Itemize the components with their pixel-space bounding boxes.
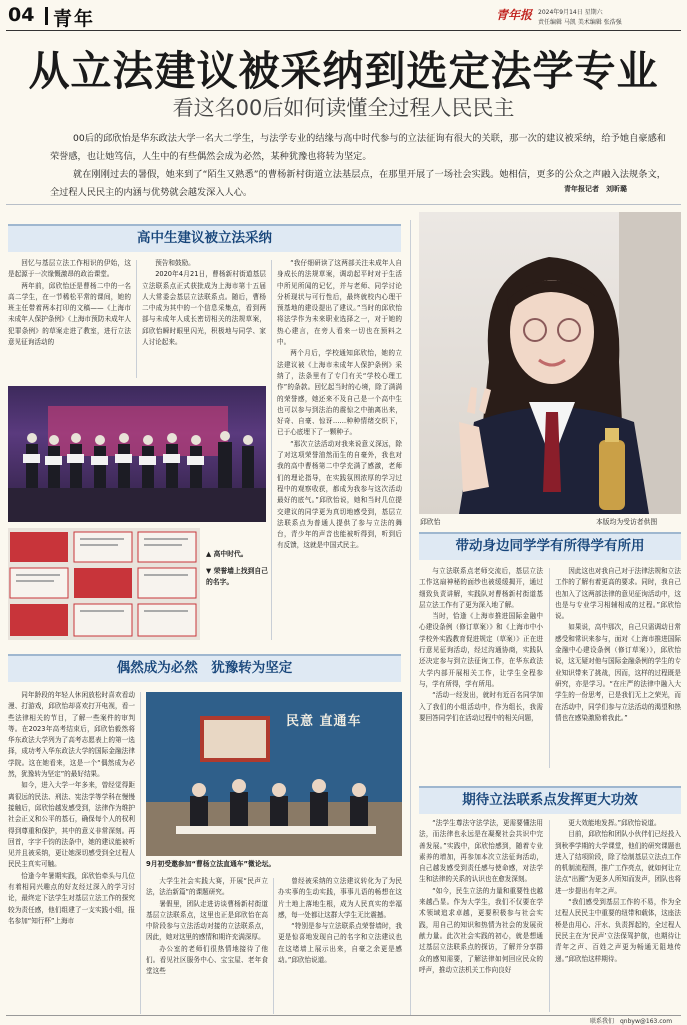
paragraph: “我仔细研读了这两部关注未成年人自身成长的法规草案，调动起平时对于生活中所见所闻的记忆，并与老师、同学讨论分析现状与可行性后，最终就校内心理干预基地的建设提出了建议。”当时的邱欣怡将法学作为未来职业选择之一，对于她的热心建言，在旁人看来一切也在预料之中。 <box>277 259 402 347</box>
forum-illustration <box>146 692 402 856</box>
column-divider <box>549 820 550 1012</box>
paragraph: “法学生尊法守法学法，更需要懂法用法，而法律也永远是在凝聚社会共识中完善发展。”实践中，邱欣怡感到，随着专业素养的增加，再参加本次立法征询活动，自己越发感受到责任感与使命感，对法学生和法律的关系的认识也在愈发深刻。 <box>419 819 543 884</box>
paragraph: 当时，恰逢《上海市推进国际金融中心建设条例（修订草案）》和《上海市中小学校外实践教育促进规定（草案）》正在进行意见征询活动，经过沟通协商，实践队还决定参与到立法征询工作，在华东政法大学内部开展相关工作，让学生全程参与，学有所得，学有所用。 <box>419 612 543 688</box>
column-divider <box>140 692 141 1014</box>
lead-paragraph-2: 就在刚刚过去的暑假，她来到了“陌生又熟悉”的曹杨新村街道立法基层点，在那里开展了一场社会实践。她相信，更多的公众之声融入法规条文，全过程人民民主的内涵与优势就会越发深入人心。 <box>50 169 666 198</box>
paragraph: 办公室的老师们很热情地接待了他们。看见社区服务中心、宝宝屋、老年食堂这些 <box>146 944 268 976</box>
portrait-photo <box>419 212 681 514</box>
paragraph: 如果说，高中那次，自己只需调动日常感受和常识来参与，面对《上海市推进国际金融中心建设条例（修订草案）》，邱欣怡说，这无疑对他与国际金融条例的学生的专业知识带来了挑战，因而，这样的过程既是研究，亦是学习。“在庄严的法律中融入大学生的一份思考，已是我们无上之荣光，而在活动中，同学们参与立法活动的渴望和热情也在感染激励着我此。” <box>555 623 681 722</box>
photo-caption-high-school: ▲ 高中时代。 <box>206 550 248 558</box>
paragraph: 大学生社会实践大赛，开展“民声立法，法治新篇”的课题研究。 <box>146 877 268 897</box>
article-column <box>555 818 681 1014</box>
lead-rule <box>6 204 681 205</box>
section-heading-classmates <box>419 532 681 560</box>
article-column <box>142 258 266 378</box>
paragraph: 目前，邱欣怡和团队小伙伴们已经投入到秋季学期的大学课堂，他们的研究课题也进入了结项阶段，除了绘制基层立法点工作的机制流程图，推广工作亮点，就如何让立法点“出圈”为更多人所知而发声，团队也将进一步提出有年之声。 <box>555 830 681 895</box>
section-heading-text: 期待立法联系点发挥更大功效 <box>462 792 638 808</box>
lead-paragraph-1: 00后的邱欣怡是华东政法大学一名大二学生，与法学专业的结缘与高中时代参与的立法征询有很大的关联，那一次的建议被采纳，给予她自豪感和荣誉感，也让她笃信，人生中的有些偶然会成为必然，某种犹豫也将转为坚定。 <box>50 133 666 162</box>
column-divider <box>136 260 137 378</box>
honor-wall-photo <box>8 528 200 640</box>
section-heading-text: 带动身边同学学有所得学有所用 <box>455 538 645 554</box>
paragraph: 两个月后，学校通知邱欣怡，她的立法建议被《上海市未成年人保护条例》采纳了，法条里有了专门有关“学校心理工作”的条款。回忆起当时的心境，除了满满的荣誉感，她还来不及自己是一个高中生也可以参与到法治的震惊之中抽离出来，好奇、自豪、惊讶……种种情绪交织下，已于心底埋下了一颗种子。 <box>277 349 402 437</box>
paragraph: 与立法联系点老师交流后，基层立法工作这扇神秘的面纱也被缓缓揭开，通过细致负责讲解，实践队对曹杨新村街道基层立法工作有了更为深入地了解。 <box>419 567 543 609</box>
paragraph: “特别是参与立法联系点荣誉墙时，我更是惊喜地发现自己的名字和立法建议也在这堵墙上展示出来，自豪之余更是感动。”邱欣怡说道。 <box>278 922 402 965</box>
photo-caption-forum: 9月初受邀参加“曹杨立法直通车”微论坛。 <box>146 860 276 868</box>
article-column <box>419 818 543 1014</box>
section-heading-future-role <box>419 786 681 814</box>
paragraph: “我们感受到基层工作的不易，作为全过程人民民主中重要的纽带和载体，这座法桥是由用心、汗水、负责挥起的，全过程人民民主在为‘民声’立法保驾护航，也期待让青年之声、百姓之声更为畅通无阻地传递。”邱欣怡这样期待。 <box>555 898 681 963</box>
page-number: 04 <box>8 4 35 26</box>
forum-photo <box>146 692 402 856</box>
section-heading-legislation-adopted <box>8 224 401 252</box>
paragraph: 2020年4月21日，曹杨新村街道基层立法联系点正式获批成为上海市第十五届人大常委会基层立法联系点。随后，曹杨二中成为其中的一个信息采集点，看到两部与未成年人成长密切相关的法规草案，邱欣怡瞬时眼里闪光，积极地与同学、家人讨论起来。 <box>142 270 266 347</box>
masthead <box>0 0 687 34</box>
headline: 从立法建议被采纳到选定法学专业 <box>28 47 659 95</box>
subheadline: 看这名00后如何读懂全过程人民民主 <box>172 96 515 120</box>
editors-line: 责任编辑 马凯 美术编辑 张浩强 <box>538 19 622 26</box>
article-column <box>555 566 681 770</box>
section-heading-text: 高中生建议被立法采纳 <box>137 230 272 246</box>
article-column <box>146 876 268 1016</box>
photo-honor-wall-illustration <box>8 528 200 640</box>
paragraph: 因此这也对我自己对于法律法规和立法工作的了解有着更高的要求。同时，我自己也加入了这两部法律的意见征询活动中，这也是与专业学习相辅相成的过程。”邱欣怡说。 <box>555 567 681 621</box>
photo-caption-honor-wall: ▼ 荣誉墙上找到自己的名字。 <box>206 567 268 586</box>
paragraph: 恰逢今年暑期实践，邱欣怡牵头与几位有着相同兴趣点的好友经过深入的学习讨论，最终定下法学生对基层立法工作的探究较为责任感，他们组建了一支实践小组，报名参加“知行杯”上海市 <box>8 871 135 925</box>
section-heading-text: 偶然成为必然 犹豫转为坚定 <box>116 660 293 676</box>
paragraph: 暑假里，团队走进访谈曹杨新村街道基层立法联系点，这里也正是邱欣怡在高中阶段参与立法活动对接的立法联系点，因此，她对这里的感情和期许充满深厚。 <box>146 899 268 942</box>
paragraph: 同年龄段的年轻人休闲放松时喜欢看动漫、打游戏，邱欣怡却喜欢打开电视，看一些法律相关的节目，了解一些案件的审判等。在2023年高考结束后，邱欣怡毅然将华东政法大学列为了高考志愿表上的第一选择，成功考入华东政法大学的国际金融法律学院。这在她看来，这是一个“偶然成为必然，犹豫转为坚定”的最好结果。 <box>8 691 135 779</box>
section-heading-chance-to-necessity <box>8 654 401 682</box>
article-column <box>8 690 135 1016</box>
footer-contact: 联系我们 qnbyw@163.com <box>590 1018 673 1025</box>
section-bar-divider <box>45 7 48 25</box>
portrait-illustration <box>419 212 681 514</box>
column-divider <box>271 260 272 640</box>
paragraph: “那次立法活动对我来说意义深远，除了对这项荣誉油然而生的自豪外，我也对我的高中曹杨第二中学充满了感激，老师们的理论指导，在实践氛围浓厚的学习过程中的观察收获，都成为我参与这次活动最好的底气。”邱欣怡说，她和当时几位提交建议的同学更为真切地感受到，基层立法联系点为普通人提供了参与立法的舞台，青少年的声音也能被听得到，听到后有反馈，这就是中国式民主。 <box>277 439 402 550</box>
portrait-caption-credit: 本版均为受访者供图 <box>596 518 658 526</box>
byline: 青年报记者 刘昕璐 <box>560 184 627 194</box>
paragraph: 如今，进入大学一年多来，曾经觉得距离很远的民法、刑法、宪法学等学科在慢慢接触后，邱欣怡越发感受到，法律作为维护社会正义和公平的基石，确保每个人的权利得到尊重和保护，其中的意义非常深刻。再回首，字字千钧的法条中，她的建议能被听见并且被采纳，更让她深切感受到全过程人民民主真实可触。 <box>8 781 135 869</box>
page-column-divider <box>410 220 411 1016</box>
paragraph: “活动一经发出，就时有近百名同学加入了我们的小组活动中，作为组长，我需要回答同学们在活动过程中的相关问题， <box>419 691 543 722</box>
footer-rule <box>6 1015 681 1016</box>
article-column <box>8 258 131 378</box>
photo-stage-illustration <box>8 386 266 522</box>
paragraph: 预告和鼓励。 <box>155 259 195 267</box>
section-label: 青年 <box>53 8 96 30</box>
paragraph: 曾经被采纳的立法建议转化为了为民办实事的生动实践，事事儿语的畅想在这片土地上落地生根，成为人民真实的幸福感，每一处都让这群大学生无比震撼。 <box>278 877 402 919</box>
column-divider <box>273 878 274 1014</box>
masthead-rule <box>6 30 681 31</box>
paragraph: 两年前，邱欣怡还是曹杨二中的一名高二学生，在一节稀松平常的课间，她的班主任带着两本打印的文稿——《上海市未成年人保护条例》《上海市预防未成年人犯罪条例》的草案走进了教室，进行立法意见征询活动的 <box>8 281 131 347</box>
date-line: 2024年9月14日 星期六 <box>538 9 603 16</box>
paragraph: 更大效能地发挥。”邱欣怡说道。 <box>568 819 661 827</box>
column-divider <box>549 568 550 768</box>
article-column <box>419 566 543 770</box>
portrait-caption-name: 邱欣怡 <box>420 518 441 526</box>
paragraph: “如今，民生立法的力量和重要性也越来越凸显。作为大学生，我们不仅要在学术领域追求卓越，更要积极参与社会实践，用自己的知识和热情为社会的发展贡献力量。此次社会实践的初心，就是想通过基层立法联系点的探访，了解并分享群众的感知需要，了解法律如何回应民众的呼声，推动立法机关工作向良好 <box>419 886 543 974</box>
high-school-award-photo <box>8 386 266 522</box>
paragraph: 回忆与基层立法工作相识的伊始，这是起源于一次缘慨激昂的政治课堂。 <box>8 259 131 279</box>
article-column <box>278 876 402 1016</box>
article-column <box>277 258 402 640</box>
newspaper-logo: 青年报 <box>496 8 533 22</box>
forum-screen-banner: 民意 直通车 <box>286 714 362 729</box>
